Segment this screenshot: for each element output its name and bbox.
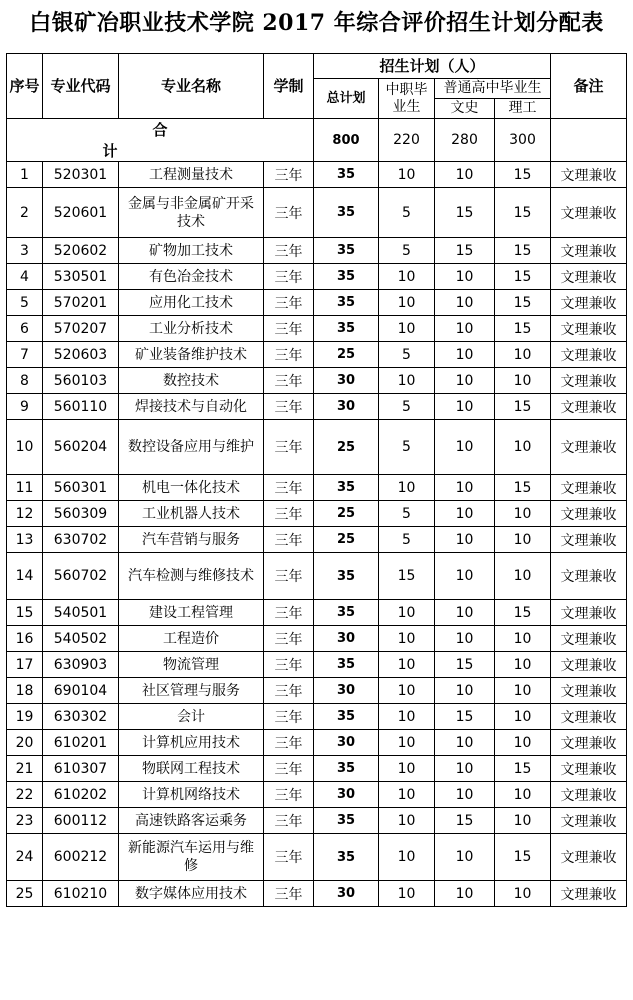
header-arts: 文史 xyxy=(435,99,495,119)
row-years: 三年 xyxy=(264,782,314,808)
row-arts: 15 xyxy=(435,704,495,730)
row-years: 三年 xyxy=(264,652,314,678)
row-name: 计算机应用技术 xyxy=(119,730,264,756)
row-note: 文理兼收 xyxy=(551,782,627,808)
row-code: 610307 xyxy=(43,756,119,782)
header-total: 总计划 xyxy=(314,79,379,119)
row-science: 10 xyxy=(495,626,551,652)
row-note: 文理兼收 xyxy=(551,501,627,527)
row-science: 10 xyxy=(495,527,551,553)
row-vocational: 10 xyxy=(379,368,435,394)
table-row xyxy=(7,808,627,834)
row-arts: 15 xyxy=(435,808,495,834)
row-note: 文理兼收 xyxy=(551,834,627,881)
row-code: 560309 xyxy=(43,501,119,527)
row-science: 15 xyxy=(495,756,551,782)
row-seq: 15 xyxy=(7,600,43,626)
row-vocational: 10 xyxy=(379,881,435,907)
row-total: 35 xyxy=(314,316,379,342)
table-row xyxy=(7,501,627,527)
row-science: 15 xyxy=(495,162,551,188)
row-science: 15 xyxy=(495,834,551,881)
row-seq: 6 xyxy=(7,316,43,342)
row-total: 35 xyxy=(314,188,379,238)
table-row xyxy=(7,756,627,782)
row-years: 三年 xyxy=(264,704,314,730)
table-row xyxy=(7,730,627,756)
row-science: 10 xyxy=(495,704,551,730)
table-row xyxy=(7,290,627,316)
row-name: 工业机器人技术 xyxy=(119,501,264,527)
row-arts: 15 xyxy=(435,188,495,238)
row-note: 文理兼收 xyxy=(551,162,627,188)
row-code: 520601 xyxy=(43,188,119,238)
row-code: 630702 xyxy=(43,527,119,553)
row-total: 35 xyxy=(314,652,379,678)
row-code: 520603 xyxy=(43,342,119,368)
row-name: 矿物加工技术 xyxy=(119,238,264,264)
row-code: 560702 xyxy=(43,553,119,600)
row-science: 10 xyxy=(495,368,551,394)
table-row xyxy=(7,188,627,238)
row-science: 15 xyxy=(495,475,551,501)
row-total: 35 xyxy=(314,553,379,600)
row-arts: 10 xyxy=(435,368,495,394)
table-row xyxy=(7,626,627,652)
row-code: 540501 xyxy=(43,600,119,626)
table-row xyxy=(7,342,627,368)
row-code: 600112 xyxy=(43,808,119,834)
header-seq: 序号 xyxy=(7,54,43,119)
table-row xyxy=(7,238,627,264)
row-years: 三年 xyxy=(264,600,314,626)
row-arts: 10 xyxy=(435,527,495,553)
row-name: 矿业装备维护技术 xyxy=(119,342,264,368)
row-science: 10 xyxy=(495,678,551,704)
row-vocational: 10 xyxy=(379,475,435,501)
row-name: 应用化工技术 xyxy=(119,290,264,316)
row-science: 10 xyxy=(495,342,551,368)
header-plan-group: 招生计划（人） xyxy=(314,54,551,79)
row-note: 文理兼收 xyxy=(551,808,627,834)
header-code: 专业代码 xyxy=(43,54,119,119)
row-seq: 22 xyxy=(7,782,43,808)
row-total: 35 xyxy=(314,834,379,881)
row-code: 540502 xyxy=(43,626,119,652)
row-note: 文理兼收 xyxy=(551,264,627,290)
row-arts: 10 xyxy=(435,264,495,290)
row-name: 工程造价 xyxy=(119,626,264,652)
summary-label: 合计 xyxy=(7,119,314,162)
row-years: 三年 xyxy=(264,368,314,394)
row-vocational: 10 xyxy=(379,316,435,342)
row-vocational: 10 xyxy=(379,704,435,730)
row-vocational: 10 xyxy=(379,756,435,782)
row-code: 610202 xyxy=(43,782,119,808)
row-seq: 4 xyxy=(7,264,43,290)
row-total: 30 xyxy=(314,782,379,808)
row-note: 文理兼收 xyxy=(551,704,627,730)
row-arts: 10 xyxy=(435,420,495,475)
row-arts: 10 xyxy=(435,501,495,527)
row-name: 物流管理 xyxy=(119,652,264,678)
row-vocational: 10 xyxy=(379,290,435,316)
row-arts: 10 xyxy=(435,678,495,704)
row-vocational: 5 xyxy=(379,420,435,475)
page-title: 白银矿冶职业技术学院 2017 年综合评价招生计划分配表 xyxy=(29,10,604,36)
row-total: 35 xyxy=(314,756,379,782)
row-years: 三年 xyxy=(264,678,314,704)
row-science: 10 xyxy=(495,501,551,527)
row-years: 三年 xyxy=(264,316,314,342)
row-name: 焊接技术与自动化 xyxy=(119,394,264,420)
row-years: 三年 xyxy=(264,162,314,188)
row-science: 15 xyxy=(495,290,551,316)
row-arts: 15 xyxy=(435,652,495,678)
row-seq: 13 xyxy=(7,527,43,553)
row-note: 文理兼收 xyxy=(551,475,627,501)
table-row xyxy=(7,652,627,678)
row-arts: 10 xyxy=(435,316,495,342)
row-years: 三年 xyxy=(264,834,314,881)
row-name: 汽车营销与服务 xyxy=(119,527,264,553)
summary-total: 800 xyxy=(314,119,379,162)
row-note: 文理兼收 xyxy=(551,290,627,316)
row-name: 高速铁路客运乘务 xyxy=(119,808,264,834)
row-note: 文理兼收 xyxy=(551,678,627,704)
row-science: 15 xyxy=(495,264,551,290)
row-seq: 10 xyxy=(7,420,43,475)
row-name: 建设工程管理 xyxy=(119,600,264,626)
row-total: 35 xyxy=(314,162,379,188)
table-row xyxy=(7,600,627,626)
row-code: 690104 xyxy=(43,678,119,704)
row-note: 文理兼收 xyxy=(551,188,627,238)
row-code: 530501 xyxy=(43,264,119,290)
row-note: 文理兼收 xyxy=(551,527,627,553)
row-arts: 10 xyxy=(435,475,495,501)
row-vocational: 10 xyxy=(379,834,435,881)
row-note: 文理兼收 xyxy=(551,600,627,626)
row-note: 文理兼收 xyxy=(551,626,627,652)
row-years: 三年 xyxy=(264,626,314,652)
row-years: 三年 xyxy=(264,188,314,238)
row-science: 15 xyxy=(495,188,551,238)
row-seq: 25 xyxy=(7,881,43,907)
row-arts: 10 xyxy=(435,162,495,188)
row-arts: 10 xyxy=(435,881,495,907)
header-name: 专业名称 xyxy=(119,54,264,119)
table-row xyxy=(7,553,627,600)
row-science: 10 xyxy=(495,730,551,756)
row-seq: 1 xyxy=(7,162,43,188)
row-vocational: 10 xyxy=(379,162,435,188)
row-name: 社区管理与服务 xyxy=(119,678,264,704)
table-row xyxy=(7,704,627,730)
row-science: 15 xyxy=(495,600,551,626)
row-seq: 24 xyxy=(7,834,43,881)
row-total: 30 xyxy=(314,678,379,704)
row-vocational: 10 xyxy=(379,600,435,626)
row-vocational: 10 xyxy=(379,678,435,704)
table-row xyxy=(7,527,627,553)
row-science: 10 xyxy=(495,808,551,834)
summary-science: 300 xyxy=(495,119,551,162)
table-row xyxy=(7,834,627,881)
row-vocational: 5 xyxy=(379,342,435,368)
row-name: 数控技术 xyxy=(119,368,264,394)
row-seq: 12 xyxy=(7,501,43,527)
row-code: 560103 xyxy=(43,368,119,394)
row-seq: 18 xyxy=(7,678,43,704)
row-arts: 10 xyxy=(435,730,495,756)
table-row xyxy=(7,475,627,501)
row-vocational: 10 xyxy=(379,652,435,678)
header-highschool: 普通高中毕业生 xyxy=(435,79,551,99)
row-total: 35 xyxy=(314,704,379,730)
row-note: 文理兼收 xyxy=(551,316,627,342)
row-seq: 19 xyxy=(7,704,43,730)
header-years: 学制 xyxy=(264,54,314,119)
row-seq: 2 xyxy=(7,188,43,238)
row-total: 35 xyxy=(314,600,379,626)
row-code: 520301 xyxy=(43,162,119,188)
row-years: 三年 xyxy=(264,730,314,756)
row-seq: 5 xyxy=(7,290,43,316)
row-name: 金属与非金属矿开采技术 xyxy=(119,188,264,238)
row-years: 三年 xyxy=(264,808,314,834)
row-science: 10 xyxy=(495,420,551,475)
table-body xyxy=(7,162,627,907)
table-row xyxy=(7,264,627,290)
row-name: 工业分析技术 xyxy=(119,316,264,342)
row-note: 文理兼收 xyxy=(551,238,627,264)
row-seq: 20 xyxy=(7,730,43,756)
row-science: 15 xyxy=(495,316,551,342)
row-total: 30 xyxy=(314,394,379,420)
row-vocational: 5 xyxy=(379,394,435,420)
row-code: 560301 xyxy=(43,475,119,501)
row-name: 数字媒体应用技术 xyxy=(119,881,264,907)
row-arts: 10 xyxy=(435,600,495,626)
row-note: 文理兼收 xyxy=(551,342,627,368)
row-name: 工程测量技术 xyxy=(119,162,264,188)
row-seq: 9 xyxy=(7,394,43,420)
row-arts: 10 xyxy=(435,290,495,316)
row-name: 新能源汽车运用与维修 xyxy=(119,834,264,881)
summary-vocational: 220 xyxy=(379,119,435,162)
row-code: 570201 xyxy=(43,290,119,316)
row-name: 计算机网络技术 xyxy=(119,782,264,808)
table-row xyxy=(7,394,627,420)
row-years: 三年 xyxy=(264,420,314,475)
row-note: 文理兼收 xyxy=(551,652,627,678)
header-science: 理工 xyxy=(495,99,551,119)
row-years: 三年 xyxy=(264,238,314,264)
row-name: 机电一体化技术 xyxy=(119,475,264,501)
row-seq: 23 xyxy=(7,808,43,834)
table-row xyxy=(7,316,627,342)
row-vocational: 10 xyxy=(379,730,435,756)
row-vocational: 10 xyxy=(379,264,435,290)
row-arts: 10 xyxy=(435,834,495,881)
row-years: 三年 xyxy=(264,501,314,527)
row-total: 35 xyxy=(314,264,379,290)
row-total: 35 xyxy=(314,808,379,834)
row-total: 25 xyxy=(314,527,379,553)
row-years: 三年 xyxy=(264,756,314,782)
summary-note xyxy=(551,119,627,162)
row-code: 570207 xyxy=(43,316,119,342)
row-note: 文理兼收 xyxy=(551,881,627,907)
row-note: 文理兼收 xyxy=(551,420,627,475)
row-science: 10 xyxy=(495,553,551,600)
row-seq: 7 xyxy=(7,342,43,368)
row-code: 520602 xyxy=(43,238,119,264)
row-code: 560204 xyxy=(43,420,119,475)
row-seq: 17 xyxy=(7,652,43,678)
row-vocational: 10 xyxy=(379,626,435,652)
row-total: 30 xyxy=(314,730,379,756)
row-total: 25 xyxy=(314,342,379,368)
header-vocational: 中职毕业生 xyxy=(379,79,435,119)
summary-arts: 280 xyxy=(435,119,495,162)
row-total: 30 xyxy=(314,881,379,907)
row-science: 10 xyxy=(495,782,551,808)
row-years: 三年 xyxy=(264,394,314,420)
row-arts: 10 xyxy=(435,756,495,782)
row-seq: 8 xyxy=(7,368,43,394)
row-arts: 10 xyxy=(435,626,495,652)
row-seq: 14 xyxy=(7,553,43,600)
row-science: 10 xyxy=(495,881,551,907)
row-note: 文理兼收 xyxy=(551,730,627,756)
table-row xyxy=(7,420,627,475)
table-row xyxy=(7,162,627,188)
row-arts: 15 xyxy=(435,238,495,264)
row-seq: 21 xyxy=(7,756,43,782)
row-vocational: 15 xyxy=(379,553,435,600)
row-total: 35 xyxy=(314,290,379,316)
row-note: 文理兼收 xyxy=(551,394,627,420)
row-name: 数控设备应用与维护 xyxy=(119,420,264,475)
row-years: 三年 xyxy=(264,881,314,907)
row-note: 文理兼收 xyxy=(551,368,627,394)
header-note: 备注 xyxy=(551,54,627,119)
row-total: 30 xyxy=(314,626,379,652)
row-total: 25 xyxy=(314,501,379,527)
row-seq: 16 xyxy=(7,626,43,652)
row-note: 文理兼收 xyxy=(551,756,627,782)
table-row xyxy=(7,881,627,907)
row-name: 会计 xyxy=(119,704,264,730)
row-vocational: 10 xyxy=(379,782,435,808)
row-code: 610210 xyxy=(43,881,119,907)
row-arts: 10 xyxy=(435,782,495,808)
row-vocational: 5 xyxy=(379,527,435,553)
row-code: 630903 xyxy=(43,652,119,678)
row-code: 600212 xyxy=(43,834,119,881)
row-vocational: 10 xyxy=(379,808,435,834)
row-arts: 10 xyxy=(435,553,495,600)
row-vocational: 5 xyxy=(379,501,435,527)
row-vocational: 5 xyxy=(379,238,435,264)
row-code: 560110 xyxy=(43,394,119,420)
row-years: 三年 xyxy=(264,342,314,368)
row-science: 15 xyxy=(495,238,551,264)
row-science: 10 xyxy=(495,652,551,678)
row-years: 三年 xyxy=(264,553,314,600)
row-science: 15 xyxy=(495,394,551,420)
row-total: 30 xyxy=(314,368,379,394)
row-total: 35 xyxy=(314,238,379,264)
enrollment-plan-table xyxy=(6,53,627,907)
row-code: 610201 xyxy=(43,730,119,756)
row-years: 三年 xyxy=(264,290,314,316)
row-seq: 11 xyxy=(7,475,43,501)
row-seq: 3 xyxy=(7,238,43,264)
row-total: 25 xyxy=(314,420,379,475)
row-name: 物联网工程技术 xyxy=(119,756,264,782)
table-row xyxy=(7,678,627,704)
row-years: 三年 xyxy=(264,264,314,290)
row-arts: 10 xyxy=(435,394,495,420)
table-row xyxy=(7,782,627,808)
row-name: 汽车检测与维修技术 xyxy=(119,553,264,600)
row-note: 文理兼收 xyxy=(551,553,627,600)
row-code: 630302 xyxy=(43,704,119,730)
row-years: 三年 xyxy=(264,527,314,553)
table-row xyxy=(7,368,627,394)
row-total: 35 xyxy=(314,475,379,501)
row-vocational: 5 xyxy=(379,188,435,238)
row-years: 三年 xyxy=(264,475,314,501)
row-name: 有色冶金技术 xyxy=(119,264,264,290)
row-arts: 10 xyxy=(435,342,495,368)
